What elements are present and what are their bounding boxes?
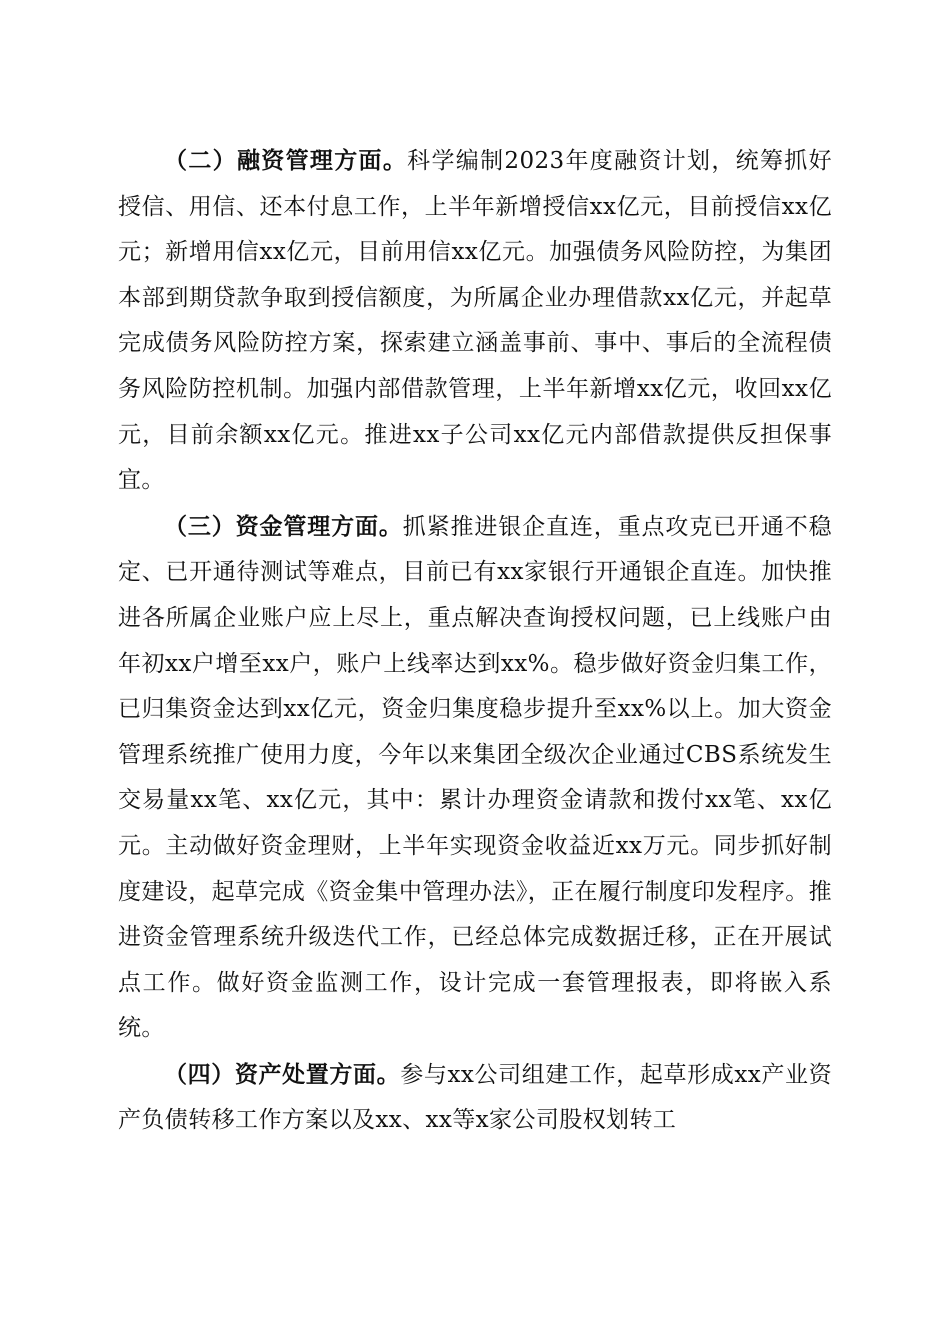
paragraph-funds xyxy=(118,504,832,1052)
paragraph-body-financing: 科学编制2023年度融资计划，统筹抓好授信、用信、还本付息工作，上半年新增授信xx亿元，目前授信xx亿元；新增用信xx亿元，目前用信xx亿元。加强债务风险防控，为集团本部到期贷款争取到授信额度，为所属企业办理借款xx亿元，并起草完成债务风险防控方案，探索建立涵盖事前、事中、事后的全流程债务风险防控机制。加强内部借款管理，上半年新增xx亿元，收回xx亿元，目前余额xx亿元。推进xx子公司xx亿元内部借款提供反担保事宜。 xyxy=(118,148,833,494)
document-page xyxy=(118,138,832,1144)
paragraph-heading-financing: （二）融资管理方面。 xyxy=(164,147,408,174)
paragraph-assets xyxy=(118,1052,832,1144)
paragraph-heading-funds: （三）资金管理方面。 xyxy=(164,512,403,540)
paragraph-financing xyxy=(118,138,832,504)
paragraph-body-assets: 参与xx公司组建工作，起草形成xx产业资产负债转移工作方案以及xx、xx等x家公司股权划转工 xyxy=(118,1061,832,1134)
paragraph-body-funds: 抓紧推进银企直连，重点攻克已开通不稳定、已开通待测试等难点，目前已有xx家银行开通银企直连。加快推进各所属企业账户应上尽上，重点解决查询授权问题，已上线账户由年初xx户增至xx户，账户上线率达到xx%。稳步做好资金归集工作，已归集资金达到xx亿元，资金归集度稳步提升至xx%以上。加大资金管理系统推广使用力度，今年以来集团全级次企业通过CBS系统发生交易量xx笔、xx亿元，其中：累计办理资金请款和拨付xx笔、xx亿元。主动做好资金理财，上半年实现资金收益近xx万元。同步抓好制度建设，起草完成《资金集中管理办法》，正在履行制度印发程序。推进资金管理系统升级迭代工作，已经总体完成数据迁移，正在开展试点工作。做好资金监测工作，设计完成一套管理报表，即将嵌入系统。 xyxy=(118,513,833,1042)
paragraph-heading-assets: （四）资产处置方面。 xyxy=(164,1060,401,1088)
